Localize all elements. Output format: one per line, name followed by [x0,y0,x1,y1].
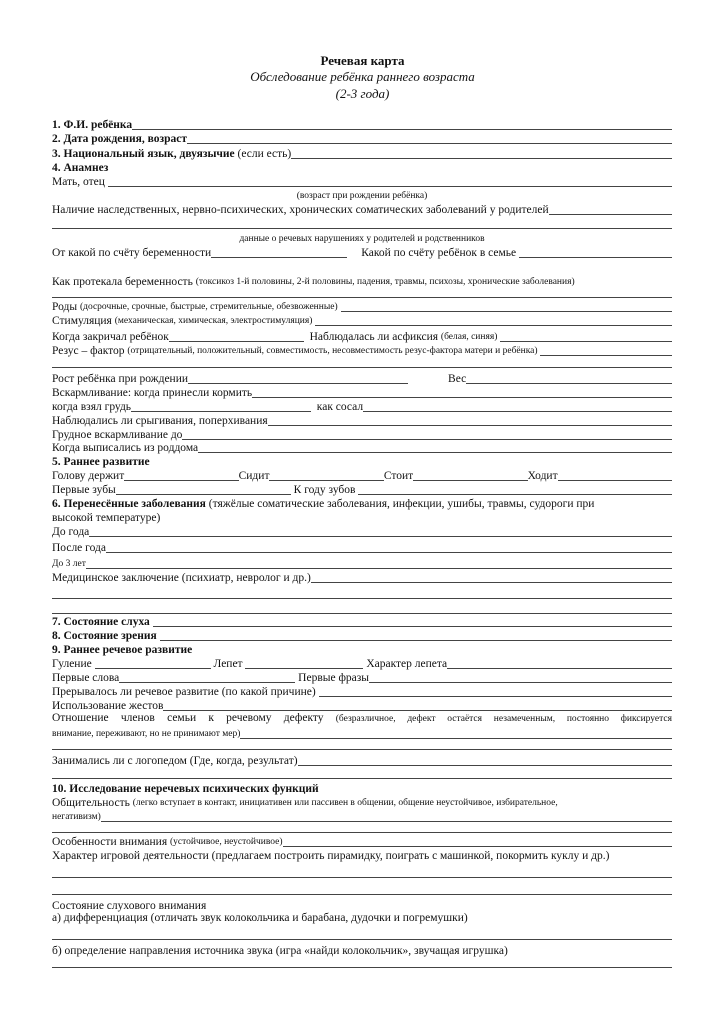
hint-speech-disorders: данные о речевых нарушениях у родителей и родственников [239,234,485,244]
label-babble: Лепет [213,658,243,670]
field-birthdate[interactable] [187,143,672,144]
label-stimulation: Стимуляция [52,315,112,327]
label-breastfeeding: Грудное вскармливание до [52,429,183,441]
field-speech-therapist-line2[interactable] [52,778,672,779]
section-anamnesis: 4. Анамнез [52,162,109,174]
label-stands: Стоит [383,470,414,482]
label-cooing: Гуление [52,658,92,670]
label-before-3: До 3 лет [52,559,86,569]
label-birth-note: (досрочные, срочные, быстрые, стремительные, обезвоженные) [79,302,338,312]
label-took-breast: когда взял грудь [52,401,132,413]
field-stimulation[interactable] [315,325,672,326]
field-weight[interactable] [466,383,672,384]
field-pregnancy[interactable] [52,297,672,298]
field-child-name[interactable] [132,129,672,130]
field-head[interactable] [124,480,238,481]
age-range: (2-3 года) [335,86,390,101]
label-illnesses-note: (тяжёлые соматические заболевания, инфекции, ушибы, травмы, судороги при [208,498,595,510]
section-early-development: 5. Раннее развитие [52,456,150,468]
field-rh[interactable] [540,355,672,356]
label-first-words: Первые слова [52,672,120,684]
page-title: Речевая карта [320,53,405,68]
label-family-attitude: Отношение членов семьи к речевому дефекту [52,712,324,724]
label-family-note2: внимание, переживают, но не принимают мер) [52,729,241,739]
label-pregnancy-note: (токсикоз 1-й половины, 2-й половины, падения, травмы, психозы, хронические заболевания) [195,277,575,287]
label-sociability: Общительность [52,797,130,809]
field-interrupted[interactable] [319,696,672,697]
field-sits[interactable] [269,480,383,481]
field-gestures[interactable] [163,710,672,711]
field-parents[interactable] [108,186,672,187]
field-birth-height[interactable] [188,383,408,384]
label-differentiation: а) дифференциация (отличать звук колокольчика и барабана, дудочки и погремушки) [52,912,468,924]
label-attention: Особенности внимания [52,836,168,848]
field-after-year[interactable] [106,552,672,553]
label-teeth-year: К году зубов [293,484,356,496]
field-stands[interactable] [413,480,527,481]
label-child-name: 1. Ф.И. ребёнка [52,119,133,131]
field-teeth-year[interactable] [358,494,672,495]
label-birth: Роды [52,301,78,313]
section-illnesses: 6. Перенесённые заболевания [52,498,206,510]
field-pregnancy-number[interactable] [211,257,347,258]
field-cooing[interactable] [95,668,211,669]
field-first-phrases[interactable] [369,682,672,683]
field-speech-therapist[interactable] [298,765,672,766]
label-sociability-note: (легко вступает в контакт, инициативен или пассивен в общении, общение неустойчивое, избирательное, [132,798,558,808]
field-babble[interactable] [245,668,363,669]
field-before-3[interactable] [86,568,672,569]
label-asphyxia: Наблюдалась ли асфиксия [309,331,439,343]
field-family-attitude[interactable] [240,738,672,739]
label-birth-height: Рост ребёнка при рождении [52,373,189,385]
field-sound-direction[interactable] [52,967,672,968]
field-first-words[interactable] [119,682,295,683]
field-feeding[interactable] [252,397,672,398]
field-discharge[interactable] [198,452,672,453]
label-sucking: как сосал [316,401,364,413]
field-babble-character[interactable] [447,668,672,669]
label-parents: Мать, отец [52,176,105,188]
label-medical: Медицинское заключение (психиатр, невролог и др.) [52,572,311,584]
field-took-breast[interactable] [131,411,311,412]
section-early-speech: 9. Раннее речевое развитие [52,644,193,656]
label-language: 3. Национальный язык, двуязычие [52,148,235,160]
hint-parents-age: (возраст при рождении ребёнка) [296,191,428,201]
label-speech-therapist: Занимались ли с логопедом (Где, когда, результат) [52,755,298,767]
label-attention-note: (устойчивое, неустойчивое) [169,837,283,847]
field-play-line2[interactable] [52,894,672,895]
label-cry: Когда закричал ребёнок [52,331,169,343]
field-child-number[interactable] [519,257,672,258]
field-walks[interactable] [558,480,672,481]
field-family-line2[interactable] [52,749,672,750]
label-feeding: Вскармливание: когда принесли кормить [52,387,253,399]
label-illnesses-note2: высокой температуре) [52,512,161,524]
label-stimulation-note: (механическая, химическая, электростимуляция) [114,316,313,326]
field-first-teeth[interactable] [116,494,291,495]
field-differentiation[interactable] [52,939,672,940]
field-medical[interactable] [311,582,672,583]
field-rh-line2[interactable] [52,367,672,368]
label-rh-note: (отрицательный, положительный, совместимость, несовместимость резус-фактора матери и ребёнка) [127,346,538,356]
field-vision[interactable] [160,640,672,641]
label-birthdate: 2. Дата рождения, возраст [52,133,188,145]
label-sound-direction: б) определение направления источника звука (игра «найди колокольчик», звучащая игрушка) [52,945,508,957]
label-babble-character: Характер лепета [366,658,448,670]
label-first-phrases: Первые фразы [298,672,370,684]
label-sits: Сидит [238,470,270,482]
label-regurgitation: Наблюдались ли срыгивания, поперхивания [52,415,268,427]
section-nonverbal: 10. Исследование неречевых психических функций [52,783,319,795]
field-language[interactable] [291,158,672,159]
label-hereditary: Наличие наследственных, нервно-психических, хронических соматических заболеваний у родителей [52,204,549,216]
label-language-note: (если есть) [237,148,292,160]
label-discharge: Когда выписались из роддома [52,442,199,454]
label-rh: Резус – фактор [52,345,125,357]
field-sociability[interactable] [101,821,672,822]
label-after-year: После года [52,542,106,554]
label-hearing: 7. Состояние слуха [52,616,150,628]
field-attention[interactable] [283,846,672,847]
label-family-note: (безразличное, дефект остаётся незамеченным, постоянно фиксируется [335,714,672,724]
label-auditory-attention: Состояние слухового внимания [52,900,207,912]
field-birth[interactable] [341,311,673,312]
label-vision: 8. Состояние зрения [52,630,157,642]
field-hereditary-line2[interactable] [52,228,672,229]
label-asphyxia-note: (белая, синяя) [440,332,498,342]
field-play[interactable] [52,877,672,878]
label-play: Характер игровой деятельности (предлагаем построить пирамидку, поиграть с машинкой, покормить куклу и др.) [52,850,610,862]
label-walks: Ходит [527,470,558,482]
field-cry[interactable] [169,341,304,342]
label-interrupted: Прерывалось ли речевое развитие (по какой причине) [52,686,316,698]
label-child-number: Какой по счёту ребёнок в семье [361,247,517,259]
label-head: Голову держит [52,470,125,482]
label-weight: Вес [448,373,467,385]
label-pregnancy-number: От какой по счёту беременности [52,247,212,259]
field-sociability-line2[interactable] [52,832,672,833]
field-sucking[interactable] [363,411,672,412]
label-first-teeth: Первые зубы [52,484,116,496]
field-asphyxia[interactable] [500,341,672,342]
field-before-year[interactable] [89,536,672,537]
label-gestures: Использование жестов [52,700,164,712]
field-medical-line2[interactable] [52,598,672,599]
field-hereditary[interactable] [549,214,672,215]
field-hearing[interactable] [153,626,672,627]
field-regurgitation[interactable] [268,425,672,426]
label-sociability-note2: негативизм) [52,812,101,822]
label-pregnancy: Как протекала беременность [52,276,193,288]
page-subtitle: Обследование ребёнка раннего возраста [250,69,475,84]
label-before-year: До года [52,526,90,538]
